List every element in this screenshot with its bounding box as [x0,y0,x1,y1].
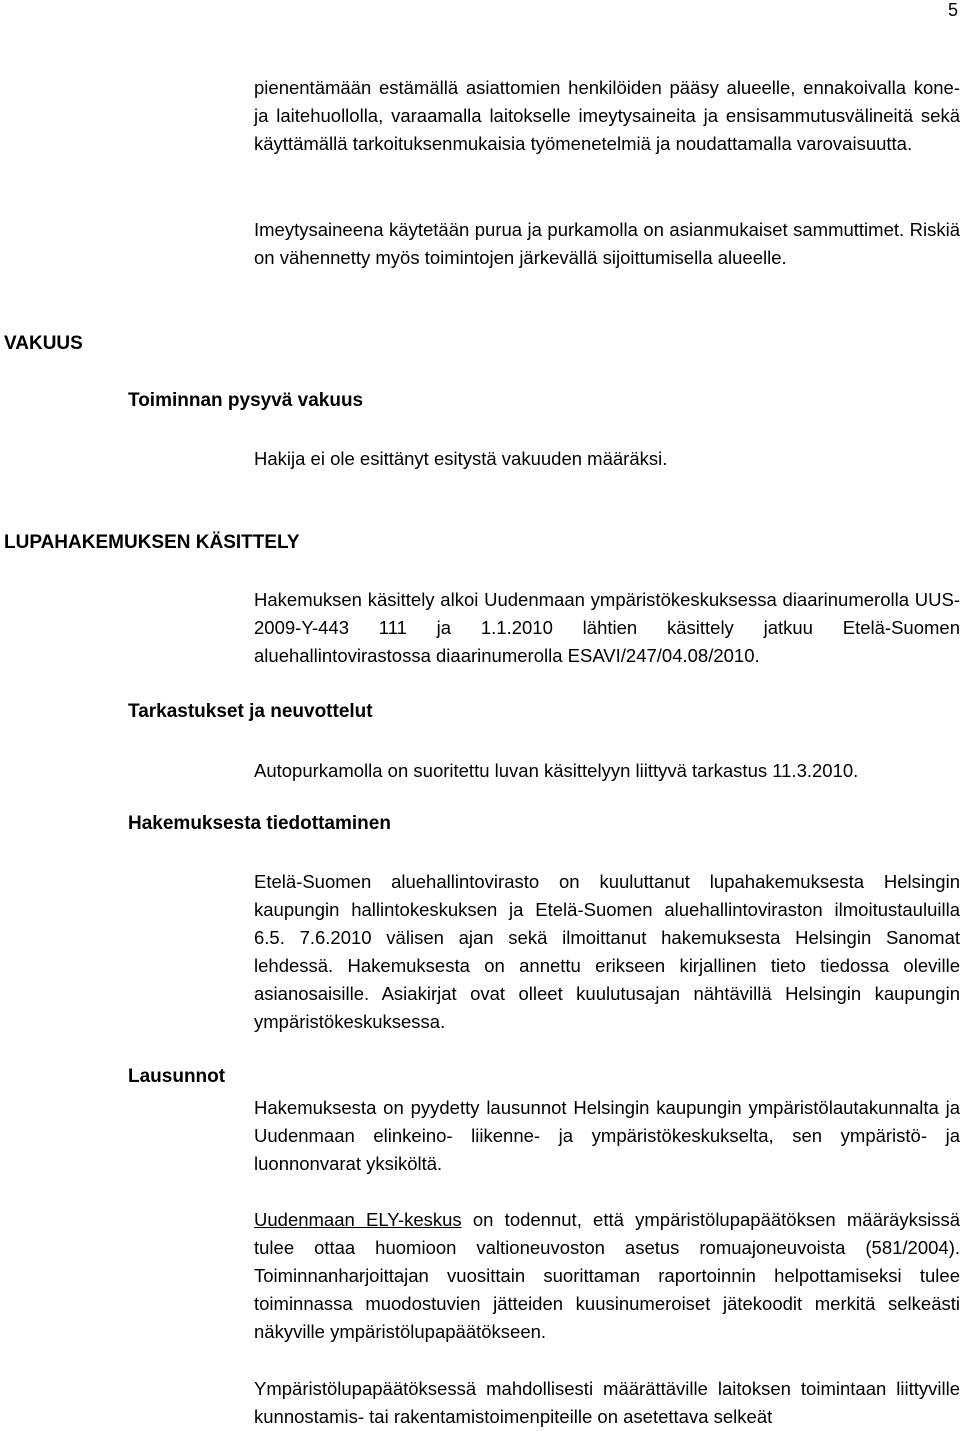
paragraph-lausuntopyynto: Hakemuksesta on pyydetty lausunnot Helsingin kaupungin ympäristölautakunnalta ja Uudenmaan elinkeino- liikenne- ja ympäristökeskukselta, sen ympäristö- ja luonnonvarat yksiköltä. [254,1097,960,1174]
ely-lausunto-text: on todennut, että ympäristölupapäätöksen määräyksissä tulee ottaa huomioon valtioneuvoston asetus romuajoneuvoista (581/2004). Toiminnanharjoittajan vuosittain suorittaman raportoinnin helpottamiseksi tulee toiminnassa muodostuvien jätteiden kuusinumeroiset jätekoodit merkitä selkeästi näkyville ympäristölupapäätökseen. [254,1209,960,1342]
paragraph-kasittely: Hakemuksen käsittely alkoi Uudenmaan ympäristökeskuksessa diaarinumerolla UUS-2009-Y-443 111 ja 1.1.2010 lähtien käsittely jatkuu Etelä-Suomen aluehallintovirastossa diaarinumerolla ESAVI/247/04.08/2010. [254,589,960,666]
heading-lausunnot: Lausunnot [128,1066,226,1087]
heading-toiminnan-vakuus: Toiminnan pysyvä vakuus [128,390,364,411]
heading-lupahakemuksen-kasittely: LUPAHAKEMUKSEN KÄSITTELY [4,532,300,553]
paragraph-ely-lausunto [254,1206,960,1346]
heading-tarkastukset: Tarkastukset ja neuvottelut [128,701,373,722]
heading-vakuus: VAKUUS [4,333,83,354]
page-number: 5 [947,0,958,20]
heading-tiedottaminen: Hakemuksesta tiedottaminen [128,813,391,834]
paragraph-tiedottaminen: Etelä-Suomen aluehallintovirasto on kuuluttanut lupahakemuksesta Helsingin kaupungin hallintokeskuksen ja Etelä-Suomen aluehallintoviraston ilmoitustauluilla 6.5. 7.6.2010 välisen ajan sekä ilmoittanut hakemuksesta Helsingin Sanomat lehdessä. Hakemuksesta on annettu erikseen kirjallinen tieto tiedossa oleville asianosaisille. Asiakirjat ovat olleet kuulutusajan nähtävillä Helsingin kaupungin ympäristökeskuksessa. [254,871,960,1032]
paragraph-tarkastus: Autopurkamolla on suoritettu luvan käsittelyyn liittyvä tarkastus 11.3.2010. [254,760,859,781]
paragraph-vakuus: Hakija ei ole esittänyt esitystä vakuuden määräksi. [254,448,668,469]
ely-keskus-link[interactable]: Uudenmaan ELY-keskus [254,1209,462,1230]
paragraph-risk-reduction: pienentämään estämällä asiattomien henkilöiden pääsy alueelle, ennakoivalla kone- ja laitehuollolla, varaamalla laitokselle imeytysaineita ja ensisammutusvälineitä sekä käyttämällä tarkoituksenmukaisia työmenetelmiä ja noudattamalla varovaisuutta. [254,77,960,154]
paragraph-absorbents: Imeytysaineena käytetään purua ja purkamolla on asianmukaiset sammuttimet. Riskiä on vähennetty myös toimintojen järkevällä sijoittumisella alueelle. [254,219,960,268]
paragraph-maaraykset: Ympäristölupapäätöksessä mahdollisesti määrättäville laitoksen toimintaan liittyville kunnostamis- tai rakentamistoimenpiteille on asetettava selkeät [254,1378,960,1427]
